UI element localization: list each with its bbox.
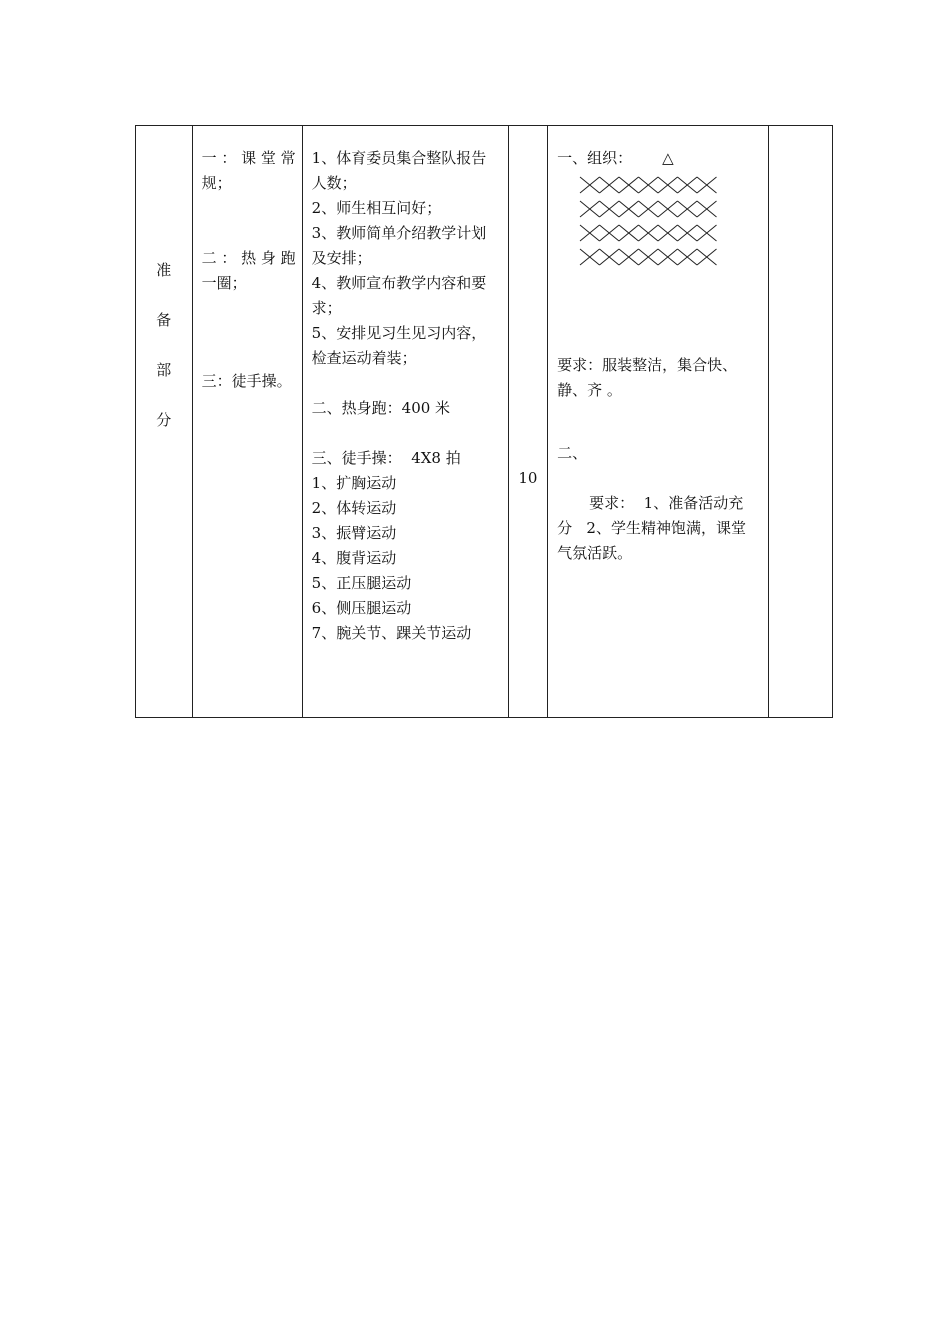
student-cross [697,177,717,193]
section-char: 准 [156,261,172,279]
student-cross [697,225,717,241]
requirement-2-line-3: 气氛活跃。 [557,544,633,562]
requirement-2-line-2: 分 2、学生精神饱满，课堂 [557,519,746,537]
routine-line: 检查运动着装； [311,349,417,367]
teacher-triangle-icon: △ [662,149,674,167]
organization-label: 一、组织： [557,149,633,167]
content-item-1-line-1: 一：课堂常 [201,149,296,167]
exercise-item: 7、腕关节、踝关节运动 [311,624,472,642]
exercise-title: 三、徒手操： 4X8 拍 [311,449,461,467]
time-value: 10 [518,469,538,487]
student-cross [697,201,717,217]
requirement-2-line-1: 要求： 1、准备活动充 [589,494,744,512]
student-cross [678,201,698,217]
organization-cell [548,126,769,718]
time-cell [508,126,547,718]
student-cross [639,225,659,241]
exercise-item: 6、侧压腿运动 [311,599,412,617]
requirement-1-line-2: 静、齐 。 [557,381,622,399]
warmup-line: 二、热身跑：400 米 [311,399,451,417]
student-cross [580,225,600,241]
section-char: 分 [156,411,172,429]
student-cross [639,201,659,217]
content-item-2-line-2: 一圈； [201,274,247,292]
section-char: 部 [156,361,172,379]
student-cross [600,177,620,193]
student-cross [697,249,717,265]
student-cross [678,225,698,241]
student-cross [658,177,678,193]
section-label-cell [136,126,193,718]
content-item-3: 三：徒手操。 [201,372,292,390]
exercise-item: 5、正压腿运动 [311,574,412,592]
student-cross [600,201,620,217]
exercise-item: 2、体转运动 [311,499,397,517]
student-cross [619,177,639,193]
routine-line: 2、师生相互问好； [311,199,442,217]
routine-line: 及安排； [311,249,372,267]
detail-cell [302,126,508,718]
content-item-2-line-1: 二：热身跑 [201,249,296,267]
exercise-item: 1、扩胸运动 [311,474,397,492]
preparation-row [136,126,833,718]
routine-line: 5、安排见习生见习内容， [311,324,487,342]
student-cross [658,225,678,241]
student-cross [678,177,698,193]
content-item-1-line-2: 规； [201,174,232,192]
lesson-plan-table [135,125,833,718]
student-formation [578,175,762,271]
student-cross [658,249,678,265]
formation-cross-grid [578,175,718,271]
student-cross [580,249,600,265]
notes-cell [769,126,833,718]
routine-line: 求； [311,299,342,317]
student-cross [619,249,639,265]
student-cross [639,177,659,193]
student-cross [600,249,620,265]
student-cross [580,201,600,217]
organization-label-line [557,146,762,171]
student-cross [600,225,620,241]
student-cross [658,201,678,217]
exercise-item: 4、腹背运动 [311,549,397,567]
section-char: 备 [156,311,172,329]
student-cross [619,201,639,217]
student-cross [678,249,698,265]
routine-line: 人数； [311,174,357,192]
routine-line: 3、教师简单介绍教学计划 [311,224,487,242]
exercise-item: 3、振臂运动 [311,524,397,542]
student-cross [580,177,600,193]
student-cross [639,249,659,265]
student-cross [619,225,639,241]
section-2-label: 二、 [557,444,588,462]
content-cell [192,126,302,718]
requirement-1-line-1: 要求：服装整洁，集合快、 [557,356,738,374]
routine-line: 1、体育委员集合整队报告 [311,149,487,167]
routine-line: 4、教师宣布教学内容和要 [311,274,487,292]
